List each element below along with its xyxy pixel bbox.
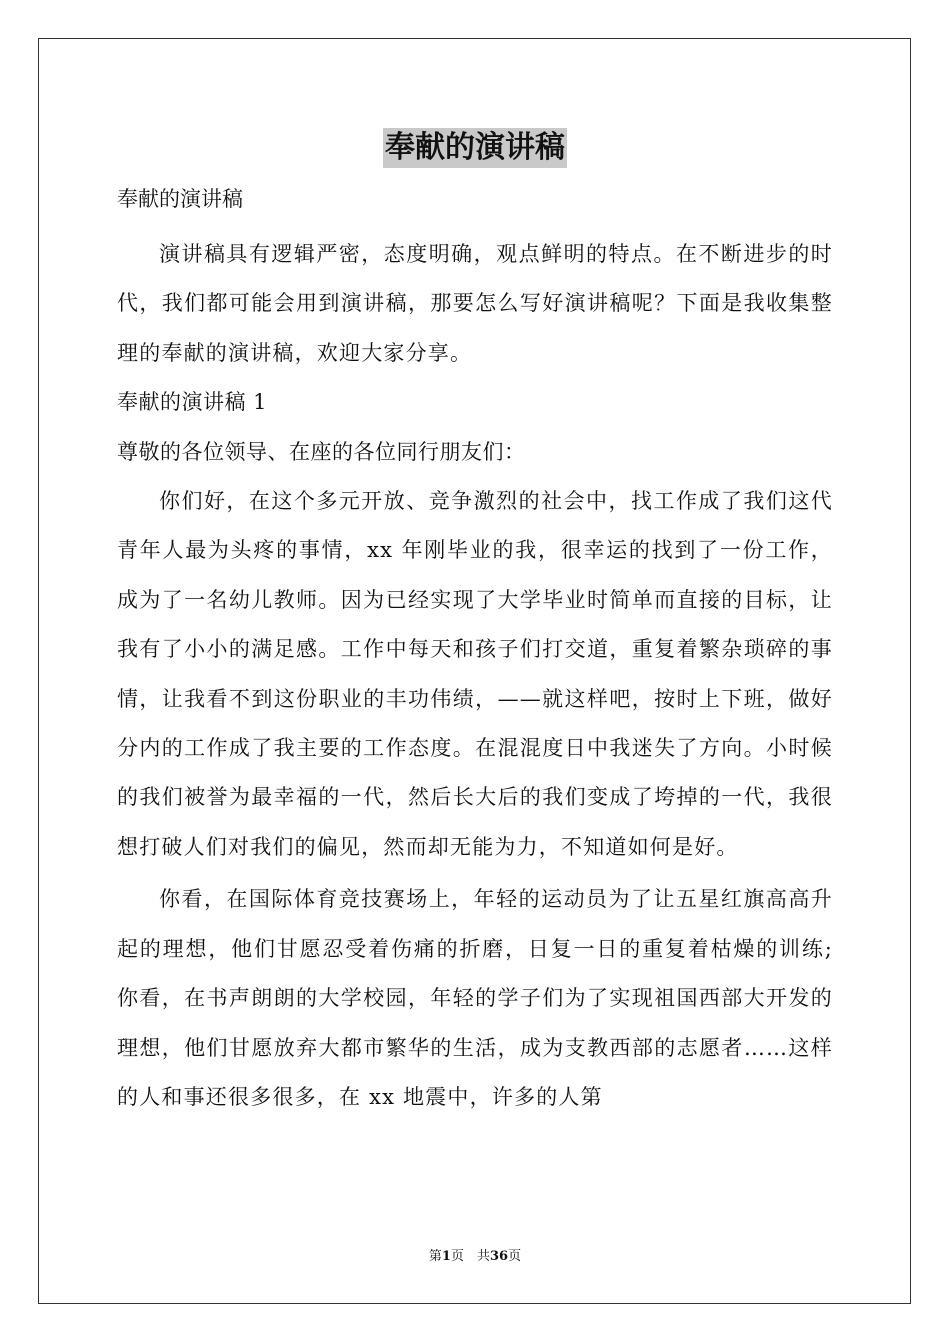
document-body: [117, 230, 833, 1122]
title-container: [0, 128, 950, 168]
footer-prefix: 第: [428, 1249, 442, 1264]
salutation: 尊敬的各位领导、在座的各位同行朋友们：: [117, 439, 526, 464]
footer-total-pages: 36: [489, 1249, 509, 1264]
body-paragraph-2: 你看，在国际体育竞技赛场上，年轻的运动员为了让五星红旗高高升起的理想，他们甘愿忍受着伤痛的折磨，日复一日的重复着枯燥的训练;你看，在书声朗朗的大学校园，年轻的学子们为了实现祖国西部大开发的理想，他们甘愿放弃大都市繁华的生活，成为支教西部的志愿者……这样的人和事还很多很多，在 xx 地震中，许多的人第: [117, 887, 833, 1109]
intro-paragraph: 演讲稿具有逻辑严密，态度明确，观点鲜明的特点。在不断进步的时代，我们都可能会用到演讲稿，那要怎么写好演讲稿呢？下面是我收集整理的奉献的演讲稿，欢迎大家分享。: [117, 242, 833, 365]
page-footer: [0, 1248, 950, 1266]
footer-middle: 页 共: [450, 1249, 490, 1264]
footer-page-number: 1: [441, 1249, 451, 1264]
section-heading: 奉献的演讲稿 1: [117, 390, 268, 415]
footer-suffix: 页: [508, 1249, 522, 1264]
document-subtitle: 奉献的演讲稿: [117, 187, 243, 211]
body-paragraph-1: 你们好，在这个多元开放、竞争激烈的社会中，找工作成了我们这代青年人最为头疼的事情，xx 年刚毕业的我，很幸运的找到了一份工作，成为了一名幼儿教师。因为已经实现了大学毕业时简单而直接的目标，让我有了小小的满足感。工作中每天和孩子们打交道，重复着繁杂琐碎的事情，让我看不到这份职业的丰功伟绩，——就这样吧，按时上下班，做好分内的工作成了我主要的工作态度。在混混度日中我迷失了方向。小时候的我们被誉为最幸福的一代，然后长大后的我们变成了垮掉的一代，我很想打破人们对我们的偏见，然而却无能为力，不知道如何是好。: [117, 489, 833, 859]
document-title: 奉献的演讲稿: [383, 128, 567, 168]
